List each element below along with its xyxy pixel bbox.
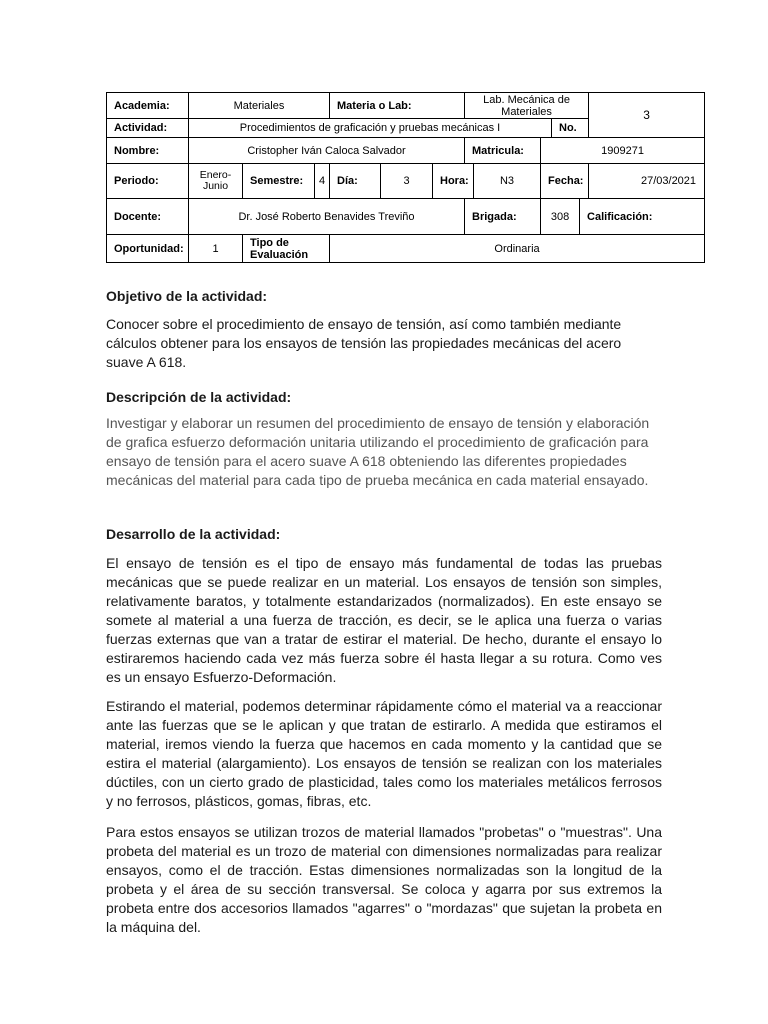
descripcion-title: Descripción de la actividad: [106, 389, 292, 405]
header-row-docente [107, 199, 705, 235]
number-value: 3 [589, 93, 705, 138]
periodo-value [189, 164, 243, 199]
periodo-value-line2: Junio [202, 180, 229, 192]
academia-value: Materiales [189, 93, 330, 119]
dia-label: Día: [330, 164, 381, 199]
descripcion-text: Investigar y elaborar un resumen del procedimiento de ensayo de tensión y elaboración de grafica esfuerzo deformación unitaria utilizando el procedimiento de graficación para ensayo de tensión para el acero suave A 618 obteniendo las diferentes propiedades mecánicas del material para cada tipo de prueba mecánica en cada material ensayado. [106, 415, 650, 488]
matricula-label: Matricula: [465, 138, 541, 164]
brigada-label: Brigada: [465, 199, 541, 235]
docente-value: Dr. José Roberto Benavides Treviño [189, 199, 465, 235]
no-label: No. [552, 119, 589, 138]
periodo-label: Periodo: [107, 164, 189, 199]
objetivo-title: Objetivo de la actividad: [106, 288, 268, 304]
hora-label: Hora: [433, 164, 474, 199]
desarrollo-title: Desarrollo de la actividad: [106, 526, 281, 542]
actividad-value: Procedimientos de graficación y pruebas mecánicas I [189, 119, 552, 138]
header-row-academia [107, 93, 705, 119]
docente-label: Docente: [107, 199, 189, 235]
brigada-value: 308 [541, 199, 580, 235]
academia-label: Academia: [107, 93, 189, 119]
dia-value: 3 [381, 164, 433, 199]
materia-label: Materia o Lab: [330, 93, 465, 119]
desarrollo-paragraph-3: Para estos ensayos se utilizan trozos de material llamados "probetas" o "muestras". Una probeta del material es un trozo de material con dimensiones normalizadas para realizar ensayos, como el de tracción. Estas dimensiones normalizadas son la longitud de la probeta y el área de su sección transversal. Se coloca y agarra por sus extremos la probeta entre dos accesorios llamados "agarres" o "mordazas" que sujetan la probeta en la máquina del. [106, 824, 662, 935]
nombre-label: Nombre: [107, 138, 189, 164]
materia-value: Lab. Mecánica de Materiales [465, 93, 589, 119]
periodo-value-line1: Enero- [199, 169, 232, 181]
nombre-value: Cristopher Iván Caloca Salvador [189, 138, 465, 164]
header-row-periodo [107, 164, 705, 199]
tipo-evaluacion-value: Ordinaria [330, 235, 705, 263]
actividad-label: Actividad: [107, 119, 189, 138]
oportunidad-label: Oportunidad: [107, 235, 189, 263]
desarrollo-paragraph-2: Estirando el material, podemos determinar rápidamente cómo el material va a reaccionar ante las fuerzas que se le aplican y que tratan de estirarlo. A medida que estiramos el material, iremos viendo la fuerza que hacemos en cada momento y la cantidad que se estira el material (alargamiento). Los ensayos de tensión se realizan con los materiales dúctiles, con un cierto grado de plasticidad, tales como los materiales metálicos ferrosos y no ferrosos, plásticos, gomas, fibras, etc. [106, 698, 662, 809]
oportunidad-value: 1 [189, 235, 243, 263]
tipo-evaluacion-label: Tipo de Evaluación [243, 235, 330, 263]
semestre-value: 4 [315, 164, 330, 199]
desarrollo-paragraph-1: El ensayo de tensión es el tipo de ensayo más fundamental de todas las pruebas mecánicas que se puede realizar en un material. Los ensayos de tensión son simples, relativamente baratos, y totalmente estandarizados (normalizados). En este ensayo se somete al material a una fuerza de tracción, es decir, se le aplica una fuerza o varias fuerzas externas que van a tratar de estirar el material. De hecho, durante el ensayo lo estiraremos haciendo cada vez más fuerza sobre él hasta llegar a su rotura. Como ves es un ensayo Esfuerzo-Deformación. [106, 555, 662, 685]
fecha-label: Fecha: [541, 164, 589, 199]
semestre-label: Semestre: [243, 164, 315, 199]
matricula-value: 1909271 [541, 138, 705, 164]
hora-value: N3 [474, 164, 541, 199]
header-row-nombre [107, 138, 705, 164]
calificacion-label: Calificación: [580, 199, 705, 235]
objetivo-text: Conocer sobre el procedimiento de ensayo de tensión, así como también mediante cálculos obtener para los ensayos de tensión las propiedades mecánicas del acero suave A 618. [106, 316, 622, 370]
fecha-value: 27/03/2021 [589, 164, 705, 199]
header-table [106, 92, 705, 263]
header-row-oportunidad [107, 235, 705, 263]
